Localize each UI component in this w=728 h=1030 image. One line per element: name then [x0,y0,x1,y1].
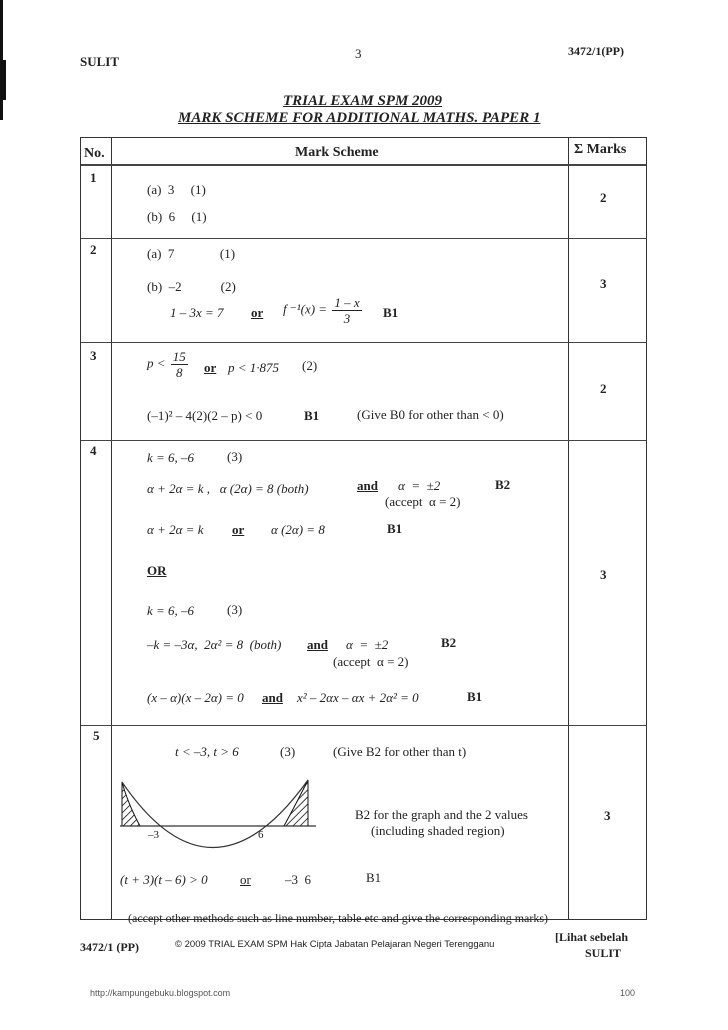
q5-or: or [240,872,251,887]
q4-line6: (x – α)(x – 2α) = 0 [147,690,244,705]
q4-line4-mark: (3) [227,602,243,617]
q4-line1: k = 6, –6 [147,450,195,465]
q3-or: or [204,360,217,375]
q3-working: (–1)² – 4(2)(2 – p) < 0 [147,408,263,423]
q2-b1: B1 [383,305,399,320]
q5-accept-line: (accept other methods such as line number, table etc and give the corresponding marks) [128,911,549,925]
q3-number: 3 [90,348,97,363]
page-subtitle: MARK SCHEME FOR ADDITIONAL MATHS. PAPER 1 [178,110,541,126]
page-number: 3 [355,46,362,61]
q5-b2-line1: B2 for the graph and the 2 values [355,807,528,822]
q2-fraction [332,296,361,325]
q3-fraction [171,350,188,379]
q4-accept-2: (accept α = 2) [333,654,409,669]
q4-line2: α + 2α = k , α (2α) = 8 (both) [147,481,309,496]
q2-marks: 3 [600,276,607,291]
row-rule [81,725,646,726]
page-title: TRIAL EXAM SPM 2009 [283,93,443,109]
q4-and: and [357,478,378,493]
q4-line6b: x² – 2αx – αx + 2α² = 0 [297,690,419,705]
footer-sulit: SULIT [585,946,622,960]
q3-p-lt: p < [147,355,166,371]
q3-alt-answer: p < 1·875 [228,360,280,375]
q5-b1: B1 [366,870,382,885]
q5-marks: 3 [604,808,611,823]
q3-marks: 2 [600,381,607,396]
q4-line3a: α + 2α = k [147,522,204,537]
row-rule [81,440,646,441]
header-rule [81,164,646,166]
q4-line5: –k = –3α, 2α² = 8 (both) [147,637,282,652]
q5-shaded-region-right [284,780,308,826]
row-rule [81,238,646,239]
q4-accept: (accept α = 2) [385,494,461,509]
q2-inverse-label: f ⁻¹(x) = [283,301,328,317]
q4-b2-2: B2 [441,635,457,650]
q1-number: 1 [90,170,97,185]
q3-mark: (2) [302,358,318,373]
col-divider [568,138,569,919]
col-header-scheme: Mark Scheme [295,145,379,160]
footer-lihat: [Lihat sebelah [555,930,629,944]
q5-line1-mark: (3) [280,744,296,759]
q4-and-2: and [307,637,328,652]
row-rule [81,342,646,343]
q3-frac-num: 15 [172,349,186,364]
q4-line2b: α = ±2 [398,478,441,493]
q3-answer [147,350,190,379]
q4-and-3: and [262,690,283,705]
footer-page: 100 [620,988,636,998]
q5-line1: t < –3, t > 6 [175,744,239,759]
q5-graph-left-root: –3 [148,829,159,841]
footer-copyright: © 2009 TRIAL EXAM SPM Hak Cipta Jabatan Pelajaran Negeri Terengganu [175,939,495,950]
q5-number: 5 [93,728,100,743]
sulit-label: SULIT [80,54,120,69]
q2-part-a: (a) 7 (1) [147,246,236,261]
q4-number: 4 [90,443,97,458]
q3-note: (Give B0 for other than < 0) [357,407,504,422]
q5-graph [118,774,318,864]
q4-b2: B2 [495,477,511,492]
col-divider [111,138,112,919]
q1-marks: 2 [600,190,607,205]
q5-b2-line2: (including shaded region) [371,823,505,838]
q4-b1: B1 [387,521,403,536]
q5-roots: –3 6 [285,872,311,887]
q5-line3: (t + 3)(t – 6) > 0 [120,872,208,887]
footer-code: 3472/1 (PP) [80,940,139,954]
scan-edge-mark [0,60,6,100]
q4-line5b: α = ±2 [346,637,389,652]
q2-frac-num: 1 – x [334,295,360,310]
q5-graph-right-root: 6 [258,829,264,841]
col-header-marks: Σ Marks [574,142,627,157]
q2-inverse [283,296,364,325]
col-header-no: No. [84,146,105,161]
q5-shaded-region-left [122,782,140,826]
q3-b1: B1 [304,408,320,423]
q1-part-a: (a) 3 (1) [147,182,206,197]
q4-line3b: α (2α) = 8 [271,522,325,537]
q4-or: or [232,522,245,537]
q2-working: 1 – 3x = 7 [170,305,224,320]
q3-frac-den: 8 [176,365,183,380]
q1-part-b: (b) 6 (1) [147,209,207,224]
q2-number: 2 [90,242,97,257]
paper-code: 3472/1(PP) [568,44,624,58]
q2-frac-den: 3 [343,311,351,326]
footer-url[interactable]: http://kampungebuku.blogspot.com [90,988,231,998]
q4-or-caps: OR [147,563,167,578]
q2-part-b: (b) –2 (2) [147,279,236,294]
q4-line1-mark: (3) [227,449,243,464]
q2-or: or [251,305,264,320]
q4-b1-2: B1 [467,689,483,704]
q4-line4: k = 6, –6 [147,603,195,618]
q4-marks: 3 [600,567,607,582]
q5-note: (Give B2 for other than t) [333,744,467,759]
